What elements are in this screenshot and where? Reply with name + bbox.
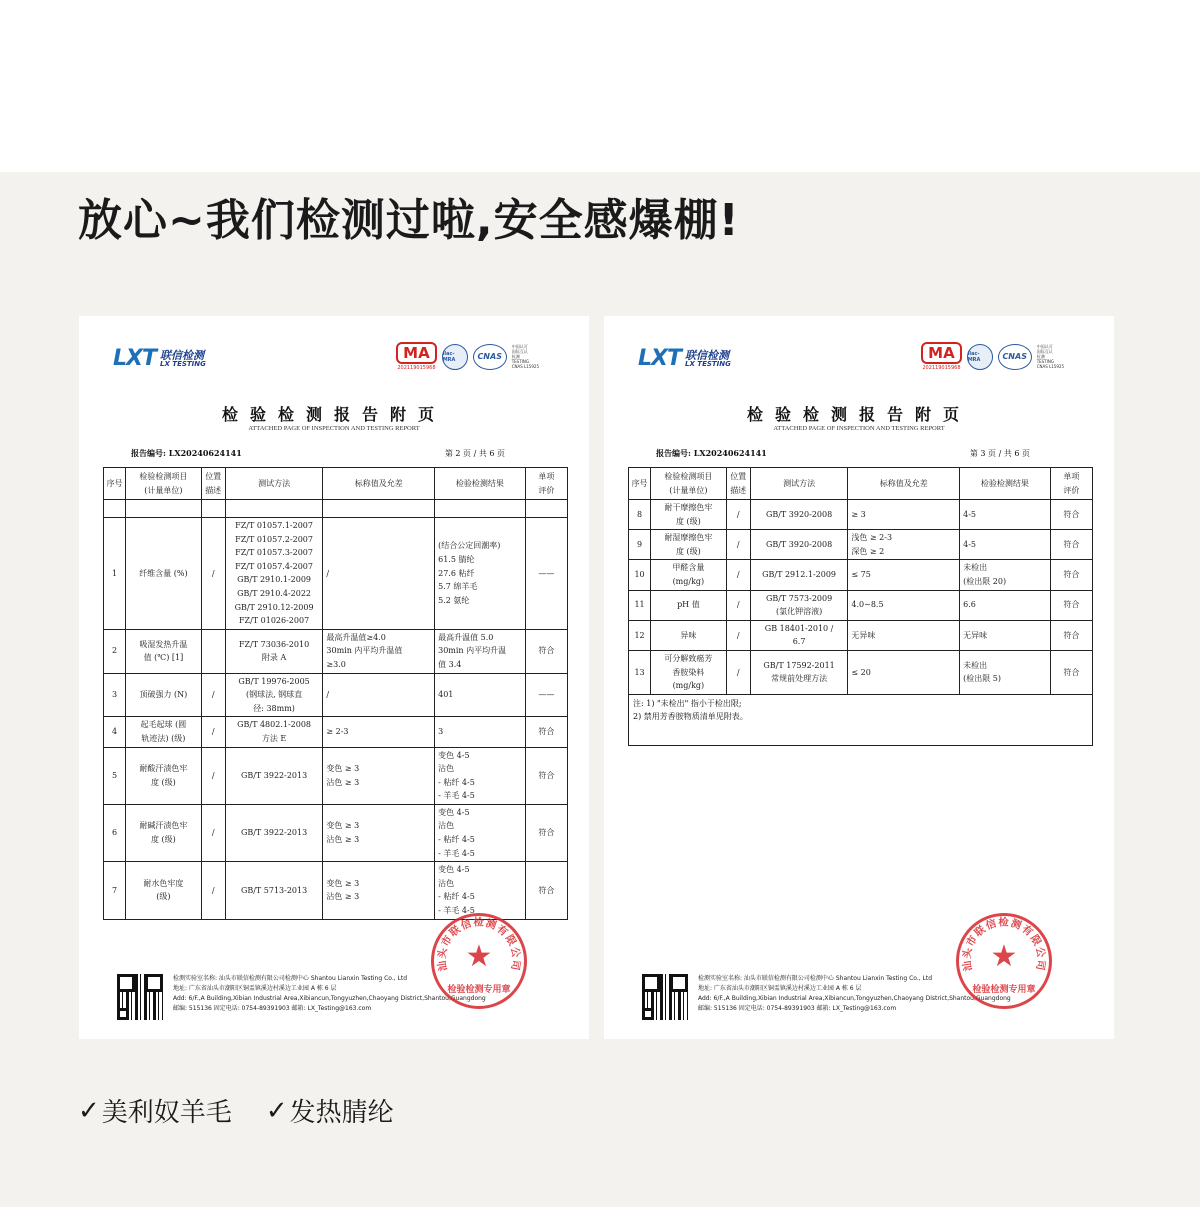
cell-nominal: ≥ 2-3 [323, 717, 435, 747]
company-seal-stamp [431, 913, 527, 1009]
certification-logos [396, 342, 539, 371]
report-page-2 [79, 316, 589, 1039]
table-row [104, 629, 568, 673]
cell-method: GB/T 7573-2009 (氯化钾溶液) [750, 590, 848, 620]
feature-list [78, 1092, 394, 1129]
feature-label: 美利奴羊毛 [101, 1098, 232, 1128]
cell-item: 耐水色牢度 (级) [126, 862, 201, 919]
cell-method: GB/T 19976-2005 (钢球法, 钢球直 径: 38mm) [225, 673, 323, 717]
table-row [104, 862, 568, 919]
cell-nominal: 变色 ≥ 3 沾色 ≥ 3 [323, 747, 435, 804]
cnas-logo: CNAS [998, 344, 1032, 370]
table-row [104, 804, 568, 861]
cell-eval: 符合 [525, 747, 567, 804]
column-header: 测试方法 [225, 468, 323, 500]
cell-nominal: / [323, 518, 435, 630]
report-title: 检验检测报告附页 [746, 405, 971, 424]
cell-no: 6 [104, 804, 126, 861]
cell-method: GB 18401-2010 / 6.7 [750, 620, 848, 650]
cma-logo: MA 202119015968 [397, 344, 436, 371]
lab-logo-mark: LXT [113, 346, 156, 371]
cell-result: 最高升温值 5.0 30min 内平均升温 值 3.4 [435, 629, 526, 673]
table-row [104, 673, 568, 717]
cell-no: 7 [104, 862, 126, 919]
ilac-mra-logo: ilac-MRA [442, 344, 468, 370]
report-title: 检验检测报告附页 [221, 405, 446, 424]
cma-logo: MA 202119015968 [922, 344, 961, 371]
top-banner-blank [0, 0, 1200, 172]
qr-code-icon [117, 974, 163, 1020]
seal-star-icon: ★ [465, 939, 493, 974]
cell-result: 未检出 (检出限 20) [960, 560, 1051, 590]
cell-pos: / [726, 590, 750, 620]
footer-line: 检测实验室名称: 汕头市联信检测有限公司检测中心 Shantou Lianxin Testing Co., Ltd [173, 975, 408, 982]
results-table [103, 467, 568, 920]
cell-result: 未检出 (检出限 5) [960, 650, 1051, 694]
cell-nominal: 无异味 [848, 620, 960, 650]
cell-nominal: 最高升温值≥4.0 30min 内平均升温值 ≥3.0 [323, 629, 435, 673]
column-header: 单项 评价 [525, 468, 567, 500]
cell-pos: / [201, 673, 225, 717]
cell-eval: —— [525, 518, 567, 630]
cell-pos: / [201, 804, 225, 861]
cell-result: 4-5 [960, 530, 1051, 560]
cell-pos: / [726, 650, 750, 694]
report-notes: 注: 1) "未检出" 指小于检出限; 2) 禁用芳香胺物质清单见附表。 [628, 695, 1093, 746]
cell-method: GB/T 17592-2011 常规前处理方法 [750, 650, 848, 694]
svg-text:汕头市联信检测有限公司: 汕头市联信检测有限公司 [435, 916, 523, 973]
table-row [629, 530, 1093, 560]
cell-pos: / [201, 747, 225, 804]
page-headline: 放心~我们检测过啦,安全感爆棚! [78, 195, 740, 246]
lab-logo [113, 346, 206, 371]
cell-method: GB/T 3922-2013 [225, 747, 323, 804]
column-header: 标称值及允差 [848, 468, 960, 500]
cell-no: 13 [629, 650, 651, 694]
cell-pos: / [201, 518, 225, 630]
page-number: 第 3 页 / 共 6 页 [969, 449, 1030, 458]
cell-method: GB/T 3920-2008 [750, 530, 848, 560]
cell-method: GB/T 4802.1-2008 方法 E [225, 717, 323, 747]
cell-eval: 符合 [1050, 530, 1092, 560]
column-header: 单项 评价 [1050, 468, 1092, 500]
cell-item: 耐干摩擦色牢 度 (级) [651, 500, 726, 530]
certification-logos [921, 342, 1064, 371]
cell-pos: / [201, 717, 225, 747]
cell-pos: / [726, 620, 750, 650]
cnas-text: 中国认可 国际互认 检测 TESTING CNAS L15925 [511, 344, 539, 369]
footer-line: 检测实验室名称: 汕头市联信检测有限公司检测中心 Shantou Lianxin Testing Co., Ltd [698, 975, 933, 982]
table-row [629, 500, 1093, 530]
cnas-text: 中国认可 国际互认 检测 TESTING CNAS L15925 [1036, 344, 1064, 369]
seal-bottom-text: 检验检测专用章 [447, 985, 511, 995]
cell-method: FZ/T 01057.1-2007 FZ/T 01057.2-2007 FZ/T 01057.3-2007 FZ/T 01057.4-2007 GB/T 2910.1-2009 GB/T 2910.4-2022 GB/T 2910.12-2009 FZ/T 01026-2007 [225, 518, 323, 630]
results-table [628, 467, 1093, 695]
column-header: 测试方法 [750, 468, 848, 500]
table-row [104, 717, 568, 747]
qr-code-icon [642, 974, 688, 1020]
cell-no: 9 [629, 530, 651, 560]
table-header-row [104, 468, 568, 500]
footer-line: Add: 6/F.,A Building,Xibian Industrial Area,Xibiancun,Tongyuzhen,Chaoyang District,Shantou,Guangdong [173, 995, 486, 1002]
column-header: 标称值及允差 [323, 468, 435, 500]
cell-result: 6.6 [960, 590, 1051, 620]
cell-method: GB/T 3920-2008 [750, 500, 848, 530]
page-number: 第 2 页 / 共 6 页 [444, 449, 505, 458]
cell-item: 顶破强力 (N) [126, 673, 201, 717]
cell-eval: 符合 [1050, 620, 1092, 650]
cell-nominal: ≤ 75 [848, 560, 960, 590]
footer-line: 邮编: 515136 固定电话: 0754-89391903 邮箱: LX_Testing@163.com [173, 1005, 372, 1012]
cell-nominal: ≤ 20 [848, 650, 960, 694]
cell-item: 耐湿摩擦色牢 度 (级) [651, 530, 726, 560]
feature-item [78, 1092, 232, 1129]
cell-nominal: / [323, 673, 435, 717]
column-header: 检验检测结果 [960, 468, 1051, 500]
table-row [629, 620, 1093, 650]
cell-item: 可分解致癌芳 香胺染料 (mg/kg) [651, 650, 726, 694]
cell-no: 8 [629, 500, 651, 530]
footer-line: 地址: 广东省汕头市潮阳区铜盂镇溪边村溪边工业园 A 栋 6 层 [173, 985, 337, 992]
table-row [104, 518, 568, 630]
cell-method: GB/T 2912.1-2009 [750, 560, 848, 590]
cell-method: GB/T 5713-2013 [225, 862, 323, 919]
cell-no: 10 [629, 560, 651, 590]
seal-bottom-text: 检验检测专用章 [972, 985, 1036, 995]
cell-eval: 符合 [1050, 650, 1092, 694]
cell-eval: 符合 [1050, 560, 1092, 590]
cell-eval: 符合 [525, 717, 567, 747]
lab-logo-mark: LXT [638, 346, 681, 371]
ilac-mra-logo: ilac-MRA [967, 344, 993, 370]
cell-pos [201, 629, 225, 673]
report-subtitle: ATTACHED PAGE OF INSPECTION AND TESTING REPORT [248, 425, 420, 432]
footer-line: Add: 6/F.,A Building,Xibian Industrial Area,Xibiancun,Tongyuzhen,Chaoyang District,Shantou,Guangdong [698, 995, 1011, 1002]
cell-nominal: 浅色 ≥ 2-3 深色 ≥ 2 [848, 530, 960, 560]
lab-logo-en: LX TESTING [160, 359, 206, 368]
lab-logo-cn: 联信检测 [685, 348, 729, 362]
table-header-row [629, 468, 1093, 500]
lab-logo-en: LX TESTING [685, 359, 731, 368]
cell-eval: —— [525, 673, 567, 717]
column-header: 位置 描述 [201, 468, 225, 500]
cell-item: 起毛起球 (圆 轨迹法) (级) [126, 717, 201, 747]
cell-result: 变色 4-5 沾色 - 粘纤 4-5 - 羊毛 4-5 [435, 862, 526, 919]
cell-no: 4 [104, 717, 126, 747]
cell-item: 甲醛含量 (mg/kg) [651, 560, 726, 590]
table-row [104, 747, 568, 804]
column-header: 序号 [629, 468, 651, 500]
cell-item: 异味 [651, 620, 726, 650]
cell-result: 变色 4-5 沾色 - 粘纤 4-5 - 羊毛 4-5 [435, 804, 526, 861]
cell-result: 无异味 [960, 620, 1051, 650]
cell-item: 吸湿发热升温 值 (℃) [1] [126, 629, 201, 673]
cell-result: (结合公定回潮率) 61.5 腈纶 27.6 粘纤 5.7 绵羊毛 5.2 氨纶 [435, 518, 526, 630]
report-number: 报告编号: LX20240624141 [656, 448, 767, 458]
feature-item [266, 1092, 394, 1129]
footer-line: 地址: 广东省汕头市潮阳区铜盂镇溪边村溪边工业园 A 栋 6 层 [698, 985, 862, 992]
cell-result: 变色 4-5 沾色 - 粘纤 4-5 - 羊毛 4-5 [435, 747, 526, 804]
column-header: 位置 描述 [726, 468, 750, 500]
report-page-3 [604, 316, 1114, 1039]
cell-result: 4-5 [960, 500, 1051, 530]
cell-no: 2 [104, 629, 126, 673]
cell-eval: 符合 [525, 804, 567, 861]
cell-no: 11 [629, 590, 651, 620]
table-row [629, 560, 1093, 590]
cell-nominal: ≥ 3 [848, 500, 960, 530]
cell-no: 5 [104, 747, 126, 804]
table-spacer-row [104, 500, 568, 518]
table-row [629, 650, 1093, 694]
checkmark-icon: ✓ [78, 1095, 100, 1126]
cell-item: pH 值 [651, 590, 726, 620]
cell-eval: 符合 [1050, 500, 1092, 530]
cell-result: 3 [435, 717, 526, 747]
cell-method: GB/T 3922-2013 [225, 804, 323, 861]
table-row [629, 590, 1093, 620]
cell-pos: / [201, 862, 225, 919]
report-subtitle: ATTACHED PAGE OF INSPECTION AND TESTING REPORT [773, 425, 945, 432]
cell-pos: / [726, 530, 750, 560]
cell-method: FZ/T 73036-2010 附录 A [225, 629, 323, 673]
cell-nominal: 变色 ≥ 3 沾色 ≥ 3 [323, 862, 435, 919]
feature-label: 发热腈纶 [289, 1098, 394, 1128]
lab-logo [638, 346, 731, 371]
report-number: 报告编号: LX20240624141 [131, 448, 242, 458]
cell-item: 纤维含量 (%) [126, 518, 201, 630]
svg-text:汕头市联信检测有限公司: 汕头市联信检测有限公司 [960, 916, 1048, 973]
cnas-logo: CNAS [473, 344, 507, 370]
lab-footer [117, 974, 486, 1020]
cell-no: 3 [104, 673, 126, 717]
seal-star-icon: ★ [990, 939, 1018, 974]
cell-result: 401 [435, 673, 526, 717]
cell-eval: 符合 [525, 862, 567, 919]
cell-nominal: 变色 ≥ 3 沾色 ≥ 3 [323, 804, 435, 861]
cell-no: 1 [104, 518, 126, 630]
cell-pos: / [726, 560, 750, 590]
cell-no: 12 [629, 620, 651, 650]
column-header: 检验检测项目 (计量单位) [651, 468, 726, 500]
cell-nominal: 4.0~8.5 [848, 590, 960, 620]
cell-eval: 符合 [1050, 590, 1092, 620]
checkmark-icon: ✓ [265, 1095, 288, 1126]
footer-line: 邮编: 515136 固定电话: 0754-89391903 邮箱: LX_Testing@163.com [698, 1005, 897, 1012]
cell-eval: 符合 [525, 629, 567, 673]
cell-item: 耐酸汗渍色牢 度 (级) [126, 747, 201, 804]
cell-pos: / [726, 500, 750, 530]
column-header: 检验检测结果 [435, 468, 526, 500]
column-header: 检验检测项目 (计量单位) [126, 468, 201, 500]
lab-logo-cn: 联信检测 [160, 348, 204, 362]
cell-item: 耐碱汗渍色牢 度 (级) [126, 804, 201, 861]
company-seal-stamp [956, 913, 1052, 1009]
column-header: 序号 [104, 468, 126, 500]
lab-footer [642, 974, 1011, 1020]
